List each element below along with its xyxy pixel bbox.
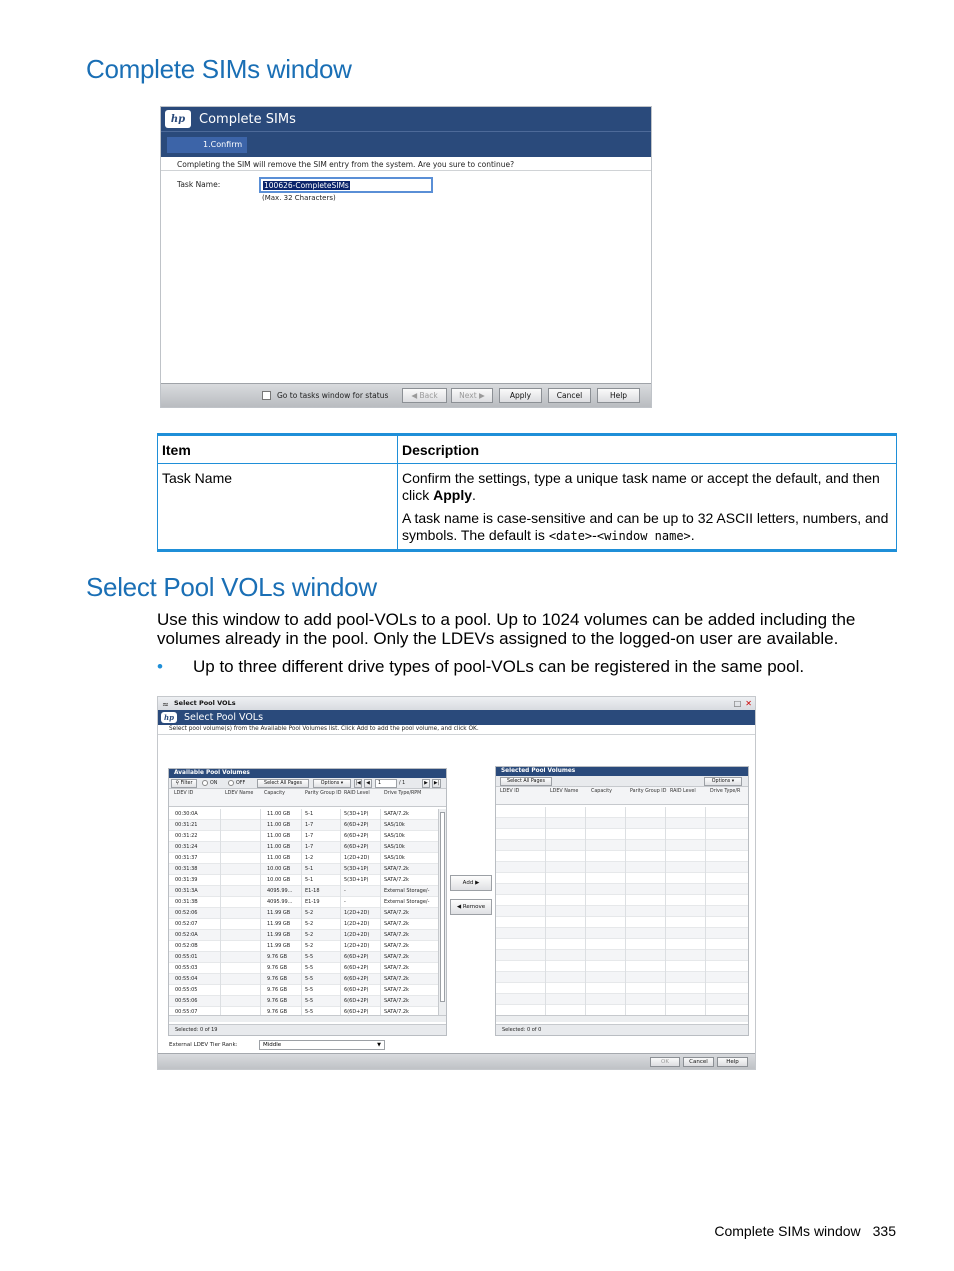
empty-row	[496, 840, 748, 851]
table-cell: 5(3D+1P)	[344, 811, 369, 817]
table-cell: 10.00 GB	[267, 866, 291, 872]
options-button[interactable]: Options ▾	[313, 779, 351, 788]
window-titlebar	[158, 697, 755, 710]
page-number: 335	[872, 1223, 896, 1239]
table-cell: 9.76 GB	[267, 987, 288, 993]
table-cell: 00:52:0B	[175, 943, 198, 949]
remove-button[interactable]: ◀ Remove	[450, 899, 492, 915]
table-cell: 5(3D+1P)	[344, 877, 369, 883]
selected-options-label: Options	[711, 779, 731, 784]
table-cell: SATA/7.2k	[384, 943, 409, 949]
desc2-text: A task name is case-sensitive and can be up to 32 ASCII letters, numbers, and symbols. The default is	[402, 510, 889, 543]
table-cell: External Storage/-	[384, 888, 430, 894]
selected-panel-title: Selected Pool Volumes	[496, 767, 748, 776]
window-footer	[158, 1053, 755, 1069]
table-cell: SATA/7.2k	[384, 811, 409, 817]
table-cell: 5-1	[305, 811, 314, 817]
window-title: Select Pool VOLs	[184, 712, 264, 723]
column-divider	[260, 809, 261, 1015]
selected-toolbar	[496, 776, 748, 787]
description-para-1	[402, 470, 892, 504]
table-cell: 6(6D+2P)	[344, 965, 369, 971]
back-label: Back	[419, 391, 438, 400]
table-cell: 1(2D+2D)	[344, 855, 370, 861]
table-cell: 00:31:3B	[175, 899, 198, 905]
description-para-2	[402, 510, 892, 545]
desc2-code-date: <date>	[548, 529, 593, 543]
ok-button[interactable]: OK	[650, 1057, 680, 1067]
table-cell: 00:55:01	[175, 954, 198, 960]
table-row[interactable]	[169, 831, 438, 842]
table-cell: SAS/10k	[384, 844, 405, 850]
back-button[interactable]: ◀ Back	[402, 388, 447, 403]
available-panel-title: Available Pool Volumes	[169, 769, 446, 778]
table-cell: SATA/7.2k	[384, 910, 409, 916]
filter-icon: ⚲	[175, 781, 180, 786]
empty-row	[496, 829, 748, 840]
empty-row	[496, 917, 748, 928]
column-divider	[705, 807, 706, 1015]
table-cell: 11.99 GB	[267, 921, 291, 927]
section-heading-complete-sims: Complete SIMs window	[86, 54, 352, 84]
window-controls	[734, 697, 752, 710]
table-cell: 6(6D+2P)	[344, 987, 369, 993]
confirm-message: Completing the SIM will remove the SIM entry from the system. Are you sure to continue?	[161, 157, 651, 171]
first-page-icon[interactable]: |◀	[355, 781, 361, 786]
filter-on-label: ON	[210, 781, 218, 786]
table-cell: SAS/10k	[384, 855, 405, 861]
table-cell: SATA/7.2k	[384, 1009, 409, 1015]
table-row[interactable]	[169, 963, 438, 974]
table-cell: SATA/7.2k	[384, 954, 409, 960]
selected-pool-volumes-panel	[495, 766, 749, 1036]
add-label: Add	[462, 880, 474, 886]
available-column-header[interactable]: LDEV ID	[174, 791, 194, 796]
hp-logo-icon: hp	[161, 712, 177, 723]
next-button[interactable]: Next ▶	[451, 388, 493, 403]
column-divider	[665, 807, 666, 1015]
table-cell: 00:55:03	[175, 965, 198, 971]
tier-rank-label: External LDEV Tier Rank:	[169, 1042, 238, 1048]
cancel-button[interactable]: Cancel	[683, 1057, 714, 1067]
page-footer	[714, 1223, 896, 1239]
table-cell: 11.00 GB	[267, 811, 291, 817]
remove-label: Remove	[462, 904, 486, 910]
add-button[interactable]: Add ▶	[450, 875, 492, 891]
selected-options-button[interactable]: Options ▾	[704, 777, 742, 786]
available-column-headers	[169, 789, 446, 807]
table-row[interactable]	[169, 919, 438, 930]
table-row[interactable]	[169, 886, 438, 897]
footer-label: Complete SIMs window	[714, 1223, 861, 1239]
empty-row	[496, 851, 748, 862]
table-cell: 9.76 GB	[267, 954, 288, 960]
selected-column-header[interactable]: Drive Type/R	[710, 789, 741, 794]
available-selected-count: Selected: 0 of 19	[169, 1024, 446, 1035]
table-cell: 6(6D+2P)	[344, 976, 369, 982]
table-cell: External Storage/-	[384, 899, 430, 905]
task-name-value: 100626-CompleteSIMs	[264, 181, 349, 190]
table-cell: 6(6D+2P)	[344, 954, 369, 960]
filter-off-label: OFF	[236, 781, 246, 786]
table-cell: 00:52:06	[175, 910, 198, 916]
table-cell: 00:52:07	[175, 921, 198, 927]
table-cell: 00:52:0A	[175, 932, 198, 938]
table-row[interactable]	[169, 820, 438, 831]
table-cell: 1(2D+2D)	[344, 921, 370, 927]
next-label: Next	[459, 391, 477, 400]
page-input[interactable]: 1	[375, 779, 397, 788]
table-cell: 00:55:06	[175, 998, 198, 1004]
table-row[interactable]	[169, 853, 438, 864]
table-cell: SATA/7.2k	[384, 932, 409, 938]
available-rows	[169, 809, 438, 1015]
available-column-header[interactable]: RAID Level	[344, 791, 370, 796]
help-button[interactable]: Help	[597, 388, 640, 403]
tier-rank-select[interactable]	[259, 1040, 385, 1050]
available-column-header[interactable]: LDEV Name	[225, 791, 254, 796]
cancel-button[interactable]: Cancel	[548, 388, 591, 403]
task-name-input[interactable]	[259, 177, 433, 193]
header-description: Description	[398, 435, 897, 464]
close-icon[interactable]: ✕	[745, 699, 752, 708]
desc2-end: .	[690, 527, 695, 543]
table-row	[158, 464, 897, 551]
table-row[interactable]	[169, 809, 438, 820]
table-cell: 5-1	[305, 877, 314, 883]
table-cell: 4095.99...	[267, 888, 293, 894]
table-cell: SAS/10k	[384, 822, 405, 828]
next-page-icon[interactable]: ▶	[422, 779, 430, 788]
selected-column-header[interactable]: LDEV Name	[550, 789, 579, 794]
table-cell: 9.76 GB	[267, 1009, 288, 1015]
table-cell: 5-5	[305, 1009, 314, 1015]
table-cell: 11.99 GB	[267, 910, 291, 916]
help-button[interactable]: Help	[717, 1057, 748, 1067]
table-row[interactable]	[169, 974, 438, 985]
table-cell: 6(6D+2P)	[344, 833, 369, 839]
wizard-steps	[161, 131, 651, 157]
desc1-text: Confirm the settings, type a unique task name or accept the default, and then click	[402, 470, 880, 503]
desc2-code-window: <window name>	[596, 529, 691, 543]
table-cell: 1(2D+2D)	[344, 943, 370, 949]
table-cell: 10.00 GB	[267, 877, 291, 883]
table-cell: 5-5	[305, 965, 314, 971]
chevron-down-icon: ▼	[377, 1042, 381, 1048]
table-cell: 5-5	[305, 998, 314, 1004]
empty-row	[496, 884, 748, 895]
table-cell: 5-5	[305, 976, 314, 982]
options-label: Options	[320, 781, 340, 786]
table-cell: 11.99 GB	[267, 943, 291, 949]
column-divider	[625, 807, 626, 1015]
filter-off-radio[interactable]	[228, 780, 234, 786]
filter-button[interactable]	[171, 779, 197, 788]
table-cell: -	[344, 899, 346, 905]
table-cell: SATA/7.2k	[384, 987, 409, 993]
table-row[interactable]	[169, 842, 438, 853]
bullet-text: Up to three different drive types of pool-VOLs can be registered in the same pool.	[193, 657, 805, 676]
table-cell: 5-5	[305, 954, 314, 960]
table-cell: 6(6D+2P)	[344, 998, 369, 1004]
table-cell: 11.00 GB	[267, 833, 291, 839]
desc2-dash: -	[592, 527, 597, 543]
table-cell: 6(6D+2P)	[344, 844, 369, 850]
selected-selected-count: Selected: 0 of 0	[496, 1024, 748, 1035]
empty-row	[496, 906, 748, 917]
table-cell: 5-1	[305, 866, 314, 872]
table-cell: 9.76 GB	[267, 976, 288, 982]
task-name-hint: (Max. 32 Characters)	[262, 194, 336, 202]
table-cell: 5-2	[305, 921, 314, 927]
table-row[interactable]	[169, 897, 438, 908]
table-cell: 11.00 GB	[267, 855, 291, 861]
available-column-header[interactable]: Drive Type/RPM	[384, 791, 422, 796]
column-divider	[545, 807, 546, 1015]
instruction-message: Select pool volume(s) from the Available Pool Volumes list. Click Add to add the pool volume, and click OK.	[158, 725, 755, 735]
table-cell: 5-5	[305, 987, 314, 993]
column-divider	[301, 809, 302, 1015]
empty-row	[496, 895, 748, 906]
empty-row	[496, 928, 748, 939]
column-divider	[220, 809, 221, 1015]
table-cell: SATA/7.2k	[384, 998, 409, 1004]
table-cell: E1-18	[305, 888, 320, 894]
header-item: Item	[158, 435, 398, 464]
table-cell: SATA/7.2k	[384, 976, 409, 982]
table-row[interactable]	[169, 1007, 438, 1015]
table-cell: 9.76 GB	[267, 998, 288, 1004]
go-to-tasks-label: Go to tasks window for status	[277, 391, 389, 400]
table-cell: 00:31:38	[175, 866, 198, 872]
apply-button[interactable]: Apply	[499, 388, 542, 403]
table-cell: 00:31:21	[175, 822, 198, 828]
table-row[interactable]	[169, 941, 438, 952]
section-heading-select-pool-vols: Select Pool VOLs window	[86, 572, 377, 602]
window-header	[158, 710, 755, 725]
maximize-icon[interactable]: □	[733, 699, 742, 708]
table-cell: 00:31:22	[175, 833, 198, 839]
table-cell: 1-7	[305, 822, 314, 828]
column-divider	[380, 809, 381, 1015]
desc1-end: .	[472, 487, 476, 503]
select-pool-vols-window	[157, 696, 756, 1070]
table-cell: 1(2D+2D)	[344, 910, 370, 916]
task-name-label: Task Name:	[177, 180, 221, 189]
available-pool-volumes-panel	[168, 768, 447, 1036]
table-cell: 00:55:07	[175, 1009, 198, 1015]
step-confirm: 1.Confirm	[167, 137, 247, 153]
empty-row	[496, 939, 748, 950]
selected-column-header[interactable]: RAID Level	[670, 789, 696, 794]
table-cell: 00:55:05	[175, 987, 198, 993]
table-cell: E1-19	[305, 899, 320, 905]
table-cell: 1-7	[305, 844, 314, 850]
titlebar-label: Select Pool VOLs	[174, 699, 236, 707]
table-cell: 00:31:37	[175, 855, 198, 861]
bullet-dot-icon: •	[157, 657, 163, 676]
cell-item: Task Name	[158, 464, 398, 551]
available-horizontal-scrollbar[interactable]	[169, 1015, 446, 1022]
table-row[interactable]	[169, 875, 438, 886]
table-cell: 00:31:39	[175, 877, 198, 883]
available-column-header[interactable]: Capacity	[264, 791, 285, 796]
vertical-scroll-thumb[interactable]	[440, 812, 445, 1002]
window-collapse-icon[interactable]: ≈	[162, 700, 169, 709]
selected-column-headers	[496, 787, 748, 805]
column-divider	[585, 807, 586, 1015]
empty-row	[496, 862, 748, 873]
go-to-tasks-checkbox[interactable]	[262, 391, 271, 400]
table-cell: 5-2	[305, 910, 314, 916]
table-cell: 6(6D+2P)	[344, 822, 369, 828]
table-cell: -	[344, 888, 346, 894]
table-cell: 11.00 GB	[267, 844, 291, 850]
table-row[interactable]	[169, 996, 438, 1007]
column-divider	[340, 809, 341, 1015]
table-cell: SATA/7.2k	[384, 965, 409, 971]
item-description-table	[157, 433, 897, 552]
table-cell: 5-2	[305, 932, 314, 938]
filter-label: Filter	[180, 781, 193, 786]
empty-row	[496, 961, 748, 972]
selected-column-header[interactable]: Capacity	[591, 789, 612, 794]
table-cell: SATA/7.2k	[384, 877, 409, 883]
window-footer	[161, 383, 651, 407]
table-cell: 1-2	[305, 855, 314, 861]
table-cell: SATA/7.2k	[384, 866, 409, 872]
table-row[interactable]	[169, 985, 438, 996]
empty-row	[496, 983, 748, 994]
selected-select-all-pages-button[interactable]: Select All Pages	[500, 777, 552, 786]
filter-on-radio[interactable]	[202, 780, 208, 786]
complete-sims-window	[160, 106, 652, 408]
table-cell: 00:31:24	[175, 844, 198, 850]
empty-row	[496, 873, 748, 884]
last-page-icon[interactable]: ▶|	[433, 781, 440, 786]
empty-row	[496, 950, 748, 961]
cell-description	[398, 464, 897, 551]
window-title: Complete SIMs	[199, 111, 296, 127]
available-vertical-scrollbar[interactable]	[438, 809, 446, 1015]
selected-column-header[interactable]: Parity Group ID	[630, 789, 667, 794]
empty-row	[496, 994, 748, 1005]
prev-page-icon[interactable]: ◀	[364, 779, 372, 788]
hp-logo-icon: hp	[165, 110, 191, 128]
table-cell: 00:30:0A	[175, 811, 198, 817]
table-header-row	[158, 435, 897, 464]
table-cell: 1-7	[305, 833, 314, 839]
table-cell: 00:31:3A	[175, 888, 198, 894]
table-cell: 9.76 GB	[267, 965, 288, 971]
table-cell: 4095.99...	[267, 899, 293, 905]
table-cell: 6(6D+2P)	[344, 1009, 369, 1015]
window-header	[161, 107, 651, 131]
table-cell: 1(2D+2D)	[344, 932, 370, 938]
table-cell: 5(3D+1P)	[344, 866, 369, 872]
table-cell: 00:55:04	[175, 976, 198, 982]
table-row[interactable]	[169, 930, 438, 941]
page-total: / 1	[399, 781, 406, 786]
table-row[interactable]	[169, 864, 438, 875]
table-row[interactable]	[169, 952, 438, 963]
table-cell: SATA/7.2k	[384, 921, 409, 927]
table-row[interactable]	[169, 908, 438, 919]
select-all-pages-button[interactable]: Select All Pages	[257, 779, 309, 788]
selected-column-header[interactable]: LDEV ID	[500, 789, 520, 794]
available-toolbar	[169, 778, 446, 789]
selected-horizontal-scrollbar[interactable]	[496, 1015, 748, 1022]
empty-row	[496, 818, 748, 829]
tier-rank-value: Middle	[263, 1042, 282, 1048]
empty-row	[496, 1005, 748, 1015]
empty-row	[496, 972, 748, 983]
empty-row	[496, 807, 748, 818]
table-cell: SAS/10k	[384, 833, 405, 839]
selected-rows	[496, 807, 748, 1015]
table-cell: 11.99 GB	[267, 932, 291, 938]
desc1-bold: Apply	[433, 487, 473, 503]
intro-paragraph: Use this window to add pool-VOLs to a pool. Up to 1024 volumes can be added including the volumes already in the pool. Only the LDEVs assigned to the logged-on user are available.	[157, 610, 856, 648]
table-cell: 11.00 GB	[267, 822, 291, 828]
table-cell: 5-2	[305, 943, 314, 949]
available-column-header[interactable]: Parity Group ID	[305, 791, 342, 796]
